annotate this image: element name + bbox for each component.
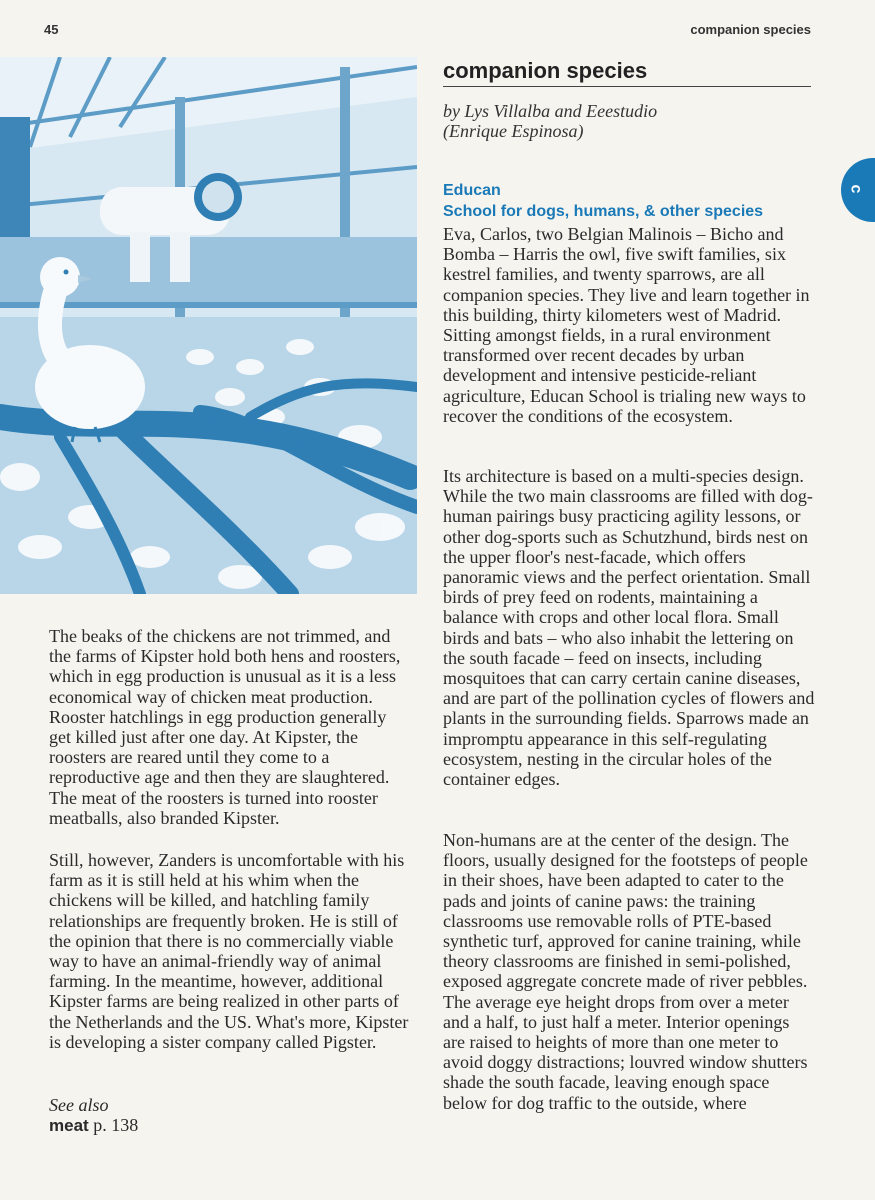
byline bbox=[443, 101, 813, 141]
see-also-label: See also bbox=[49, 1095, 109, 1115]
page-number: 45 bbox=[44, 22, 59, 37]
running-head: companion species bbox=[690, 22, 811, 37]
right-paragraph-1: Eva, Carlos, two Belgian Malinois – Bicho and Bomba – Harris the owl, five swift families, six kestrel families, and twenty sparrows, are all companion species. They live and learn together in this building, thirty kilometers west of Madrid. Sitting amongst fields, in a rural environment transformed over recent decades by urban development and intensive pesticide-reliant agriculture, Educan School is trialing new ways to recover the conditions of the ecosystem. bbox=[443, 224, 810, 426]
section-tab bbox=[841, 158, 875, 222]
right-paragraph-2: Its architecture is based on a multi-species design. While the two main classrooms are filled with dog-human pairings busy practicing agility lessons, or other dog-sports such as Schutzhund, birds nest on the upper floor's nest-facade, which offers panoramic views and the perfect orientation. Small birds of prey feed on rodents, maintaining a balance with crops and other local flora. Small birds and bats – who also inhabit the lettering on the south facade – feed on insects, including mosquitoes that can carry certain canine diseases, and are part of the pollination cycles of flowers and plants in the surrounding fields. Sparrows made an impromptu appearance in this self-regulating ecosystem, nesting in the circular holes of the container edges. bbox=[443, 466, 815, 790]
article-title: companion species bbox=[443, 58, 811, 87]
section-tab-letter: c bbox=[847, 184, 865, 194]
see-also-page: p. 138 bbox=[93, 1115, 139, 1135]
see-also-term[interactable]: meat bbox=[49, 1116, 89, 1135]
section-title: Educan bbox=[443, 182, 501, 199]
section-subtitle: School for dogs, humans, & other species bbox=[443, 203, 764, 220]
left-paragraph-2: Still, however, Zanders is uncomfortable with his farm as it is still held at his whim when the chickens will be killed, and hatchling family relationships are frequently broken. He is still of the opinion that there is no commercially viable way to have an animal-friendly way of animal farming. In the meantime, however, additional Kipster farms are being realized in other parts of the Netherlands and the US. What's more, Kipster is developing a sister company called Pigster. bbox=[49, 850, 409, 1052]
chicken-barn-photo bbox=[0, 57, 417, 594]
see-also bbox=[49, 1095, 138, 1136]
byline-authors: by Lys Villalba and Eeestudio bbox=[443, 101, 658, 121]
right-paragraph-3: Non-humans are at the center of the design. The floors, usually designed for the footsteps of people in their shoes, have been adapted to cater to the pads and joints of canine paws: the training classrooms use removable rolls of PTE-based synthetic turf, approved for canine training, while theory classrooms are finished in semi-polished, exposed aggregate concrete made of river pebbles. The average eye height drops from over a meter and a half, to just half a meter. Interior openings are raised to heights of more than one meter to avoid doggy distractions; louvred window shutters shade the south facade, leaving enough space below for dog traffic to the outside, where bbox=[443, 830, 808, 1113]
byline-credit: (Enrique Espinosa) bbox=[443, 121, 584, 141]
left-paragraph-1: The beaks of the chickens are not trimmed, and the farms of Kipster hold both hens and roosters, which in egg production is unusual as it is a less economical way of chicken meat production. Rooster hatchlings in egg production generally get killed just after one day. At Kipster, the roosters are reared until they come to a reproductive age and then they are slaughtered. The meat of the roosters is turned into rooster meatballs, also branded Kipster. bbox=[49, 626, 401, 828]
